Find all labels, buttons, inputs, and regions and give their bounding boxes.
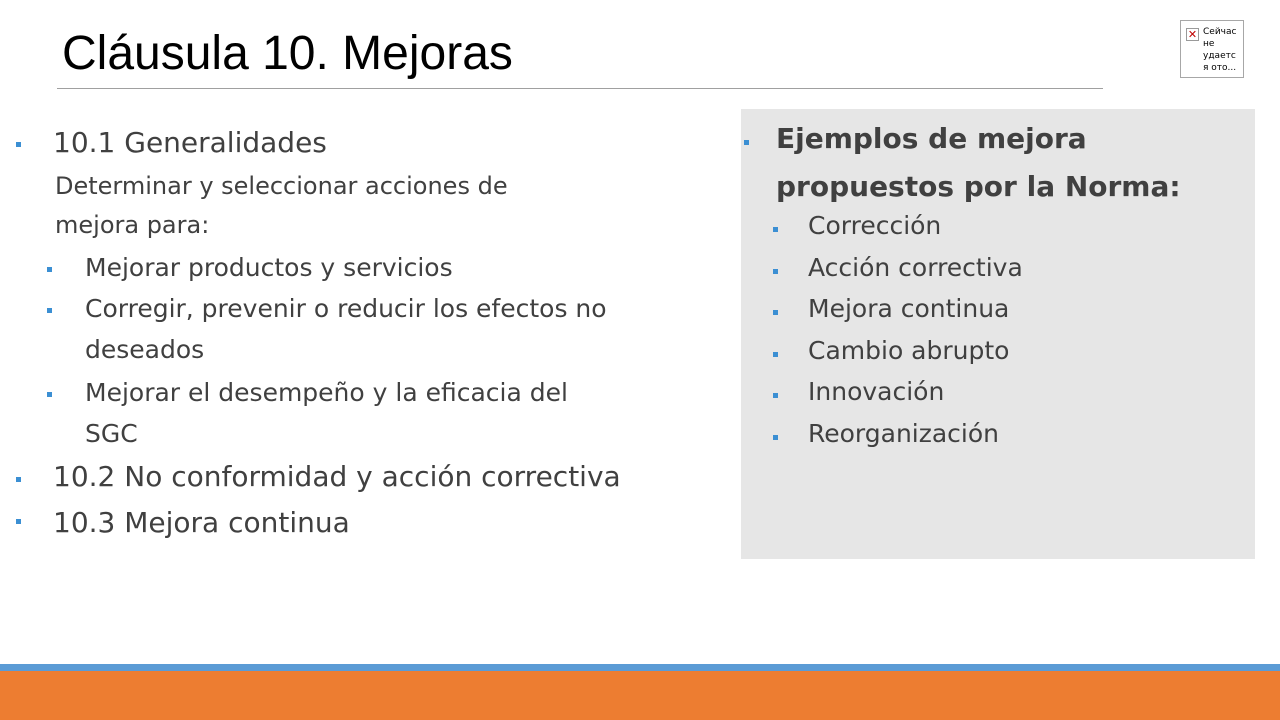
bullet-icon-sub-3 (47, 392, 52, 397)
examples-heading-line-1: Ejemplos de mejora (776, 122, 1087, 155)
bullet-icon-heading (744, 140, 749, 145)
list-item-10-2: 10.2 No conformidad y acción correctiva (53, 460, 621, 493)
bullet-icon-example-2 (773, 269, 778, 274)
bottom-orange-band (0, 671, 1280, 720)
bullet-icon-example-1 (773, 227, 778, 232)
slide-title: Cláusula 10. Mejoras (62, 27, 513, 80)
examples-heading-line-2: propuestos por la Norma: (776, 170, 1181, 203)
bullet-icon-item-3 (16, 519, 21, 524)
bottom-blue-rule (0, 664, 1280, 671)
sub-item-performance-line-1: Mejorar el desempeño y la eficacia del (85, 378, 568, 407)
broken-image-text: Сейчас не удаетс я ото... (1203, 27, 1237, 73)
bullet-icon-example-5 (773, 393, 778, 398)
sub-item-improve-products: Mejorar productos y servicios (85, 253, 453, 282)
example-item-abrupt-change: Cambio abrupto (808, 336, 1010, 365)
sub-item-correct-effects-line-1: Corregir, prevenir o reducir los efectos no (85, 294, 607, 323)
example-item-corrective-action: Acción correctiva (808, 253, 1023, 282)
broken-image-placeholder (1180, 20, 1244, 78)
bullet-icon-item-2 (16, 477, 21, 482)
list-item-10-1: 10.1 Generalidades (53, 126, 327, 159)
generalidades-text-line-2: mejora para: (55, 211, 210, 239)
bullet-icon-example-4 (773, 352, 778, 357)
bullet-icon-example-3 (773, 310, 778, 315)
bullet-icon-item-1 (16, 142, 21, 147)
example-item-continuous-improvement: Mejora continua (808, 294, 1010, 323)
bullet-icon-sub-1 (47, 267, 52, 272)
example-item-innovation: Innovación (808, 377, 945, 406)
example-item-correction: Corrección (808, 211, 942, 240)
sub-item-correct-effects-line-2: deseados (85, 335, 205, 364)
generalidades-text-line-1: Determinar y seleccionar acciones de (55, 172, 508, 200)
broken-image-icon: ✕ (1187, 28, 1198, 41)
bullet-icon-sub-2 (47, 308, 52, 313)
example-item-reorganization: Reorganización (808, 419, 1000, 448)
bullet-icon-example-6 (773, 435, 778, 440)
sub-item-performance-line-2: SGC (85, 419, 138, 448)
examples-panel (741, 109, 1255, 559)
title-divider (57, 88, 1103, 89)
list-item-10-3: 10.3 Mejora continua (53, 506, 350, 539)
